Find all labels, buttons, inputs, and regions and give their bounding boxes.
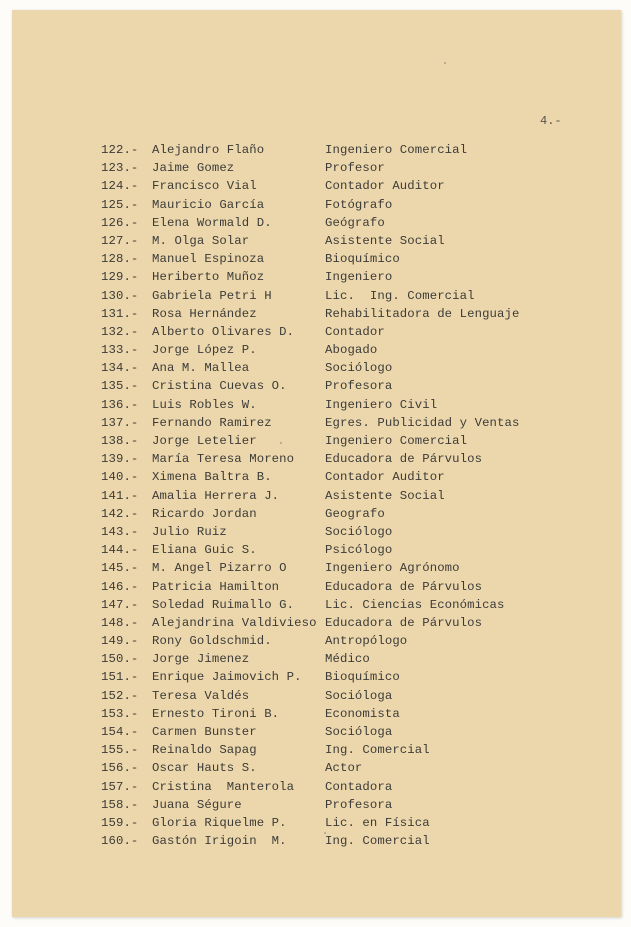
list-item	[12, 341, 621, 359]
person-name: Gabriela Petri H	[152, 288, 272, 303]
profession: Ingeniero Comercial	[325, 143, 468, 157]
list-item	[12, 323, 621, 341]
profession: Lic. en Física	[325, 815, 430, 830]
entry-number: 143.-	[101, 524, 139, 539]
profession: Educadora de Párvulos	[325, 615, 483, 630]
list-item	[12, 505, 621, 523]
profession: Educadora de Párvulos	[325, 452, 483, 467]
entry-number: 148.-	[101, 615, 139, 630]
profession: Egres. Publicidad y Ventas	[325, 415, 520, 430]
person-name: Cristina Manterola	[152, 779, 295, 794]
page-number: 4.-	[540, 114, 562, 128]
entry-number: 123.-	[101, 161, 139, 176]
profession: Ingeniero Civil	[325, 397, 438, 412]
person-name: Oscar Hauts S.	[152, 761, 257, 776]
list-item	[12, 578, 621, 596]
person-name: Teresa Valdés	[152, 688, 250, 703]
profession: Profesora	[325, 797, 393, 812]
profession: Abogado	[325, 343, 378, 358]
person-name: M. Olga Solar	[152, 233, 250, 248]
list-item	[12, 450, 621, 468]
entry-number: 144.-	[101, 543, 139, 558]
profession: Ingeniero Comercial	[325, 434, 468, 448]
person-name: Luis Robles W.	[152, 397, 257, 412]
list-item	[12, 632, 621, 650]
entry-number: 133.-	[101, 343, 139, 358]
entry-number: 130.-	[101, 288, 139, 303]
person-name: Amalia Herrera J.	[152, 488, 280, 503]
person-name: Jaime Gomez	[152, 161, 235, 176]
paper-speck	[324, 832, 326, 834]
entry-number: 158.-	[101, 797, 139, 812]
list-item	[12, 723, 621, 741]
entry-number: 150.-	[101, 652, 139, 667]
person-name: Jorge Jimenez	[152, 652, 250, 667]
list-item	[12, 523, 621, 541]
person-name: Ximena Baltra B.	[152, 470, 272, 485]
entry-number: 142.-	[101, 506, 139, 521]
entry-number: 131.-	[101, 306, 139, 321]
list-item	[12, 196, 621, 214]
person-name: Ernesto Tironi B.	[152, 706, 280, 721]
list-item	[12, 396, 621, 414]
list-item	[12, 668, 621, 686]
entry-number: 154.-	[101, 725, 139, 739]
list-item	[12, 741, 621, 759]
list-item	[12, 759, 621, 777]
entry-number: 138.-	[101, 434, 139, 448]
profession: Socióloga	[325, 688, 393, 703]
list-item	[12, 377, 621, 395]
profession: Ing. Comercial	[325, 743, 430, 758]
person-name: Cristina Cuevas O.	[152, 379, 287, 394]
entry-number: 127.-	[101, 233, 139, 248]
entry-number: 124.-	[101, 179, 139, 194]
profession: Profesor	[325, 161, 385, 176]
profession: Actor	[325, 761, 363, 776]
person-name: María Teresa Moreno	[152, 452, 295, 467]
person-name: Soledad Ruimallo G.	[152, 597, 295, 612]
person-name: M. Angel Pizarro O	[152, 561, 287, 576]
person-name: Heriberto Muñoz	[152, 270, 265, 285]
person-name: Mauricio García	[152, 197, 265, 212]
person-name: Julio Ruiz	[152, 524, 227, 539]
profession: Asistente Social	[325, 488, 445, 503]
profession: Contadora	[325, 779, 393, 794]
profession: Geógrafo	[325, 215, 385, 230]
person-name: Jorge Letelier	[152, 434, 257, 448]
profession: Antropólogo	[325, 634, 408, 649]
profession: Contador	[325, 324, 385, 339]
profession: Bioquímico	[325, 670, 400, 685]
entry-number: 141.-	[101, 488, 139, 503]
entry-number: 155.-	[101, 743, 139, 758]
list-item	[12, 250, 621, 268]
list-item	[12, 778, 621, 796]
profession: Médico	[325, 652, 370, 667]
entry-number: 134.-	[101, 361, 139, 376]
list-item	[12, 287, 621, 305]
entry-number: 146.-	[101, 579, 139, 594]
list-item	[12, 832, 621, 850]
list-item	[12, 359, 621, 377]
entry-number: 139.-	[101, 452, 139, 467]
person-name: Fernando Ramirez	[152, 415, 272, 430]
entry-number: 156.-	[101, 761, 139, 776]
list-item	[12, 141, 621, 159]
profession: Contador Auditor	[325, 470, 445, 485]
entry-number: 160.-	[101, 834, 139, 849]
list-item	[12, 487, 621, 505]
entry-number: 147.-	[101, 597, 139, 612]
list-item	[12, 705, 621, 723]
person-name: Jorge López P.	[152, 343, 257, 358]
entry-number: 125.-	[101, 197, 139, 212]
person-name: Ana M. Mallea	[152, 361, 250, 376]
list-item	[12, 614, 621, 632]
entry-number: 152.-	[101, 688, 139, 703]
profession: Bioquímico	[325, 252, 400, 267]
entry-number: 157.-	[101, 779, 139, 794]
entry-number: 153.-	[101, 706, 139, 721]
person-name: Juana Ségure	[152, 797, 242, 812]
profession: Ing. Comercial	[325, 834, 430, 849]
profession: Asistente Social	[325, 233, 445, 248]
person-name: Reinaldo Sapag	[152, 743, 257, 758]
person-name: Rosa Hernández	[152, 306, 257, 321]
person-name: Gloria Riquelme P.	[152, 815, 287, 830]
profession: Sociólogo	[325, 361, 393, 376]
entry-number: 151.-	[101, 670, 139, 685]
person-name: Enrique Jaimovich P.	[152, 670, 302, 685]
entry-number: 132.-	[101, 324, 139, 339]
profession: Contador Auditor	[325, 179, 445, 194]
list-item	[12, 468, 621, 486]
list-item	[12, 214, 621, 232]
person-name: Alberto Olivares D.	[152, 324, 295, 339]
list-item	[12, 305, 621, 323]
profession: Economista	[325, 706, 400, 721]
list-item	[12, 596, 621, 614]
person-name: Alejandro Flaño	[152, 143, 265, 157]
entry-list	[12, 141, 621, 850]
list-item	[12, 650, 621, 668]
profession: Educadora de Párvulos	[325, 579, 483, 594]
list-item	[12, 559, 621, 577]
profession: Fotógrafo	[325, 197, 393, 212]
entry-number: 137.-	[101, 415, 139, 430]
profession: Lic. Ciencias Económicas	[325, 597, 505, 612]
profession: Socióloga	[325, 725, 393, 739]
list-item	[12, 814, 621, 832]
document-page	[12, 10, 621, 917]
list-item	[12, 232, 621, 250]
paper-speck	[280, 442, 282, 444]
list-item	[12, 268, 621, 286]
entry-number: 140.-	[101, 470, 139, 485]
profession: Lic. Ing. Comercial	[325, 288, 475, 303]
profession: Geografo	[325, 506, 385, 521]
person-name: Gastón Irigoin M.	[152, 834, 287, 849]
person-name: Patricia Hamilton	[152, 579, 280, 594]
list-item	[12, 159, 621, 177]
profession: Rehabilitadora de Lenguaje	[325, 306, 520, 321]
profession: Ingeniero Agrónomo	[325, 561, 460, 576]
profession: Sociólogo	[325, 524, 393, 539]
person-name: Eliana Guic S.	[152, 543, 257, 558]
list-item	[12, 432, 621, 450]
entry-number: 136.-	[101, 397, 139, 412]
profession: Psicólogo	[325, 543, 393, 558]
entry-number: 145.-	[101, 561, 139, 576]
profession: Ingeniero	[325, 270, 393, 285]
entry-number: 159.-	[101, 815, 139, 830]
profession: Profesora	[325, 379, 393, 394]
entry-number: 135.-	[101, 379, 139, 394]
list-item	[12, 177, 621, 195]
list-item	[12, 796, 621, 814]
person-name: Francisco Vial	[152, 179, 257, 194]
entry-number: 128.-	[101, 252, 139, 267]
person-name: Alejandrina Valdivieso	[152, 615, 317, 630]
list-item	[12, 414, 621, 432]
person-name: Ricardo Jordan	[152, 506, 257, 521]
person-name: Elena Wormald D.	[152, 215, 272, 230]
entry-number: 126.-	[101, 215, 139, 230]
person-name: Rony Goldschmid.	[152, 634, 272, 649]
entry-number: 122.-	[101, 143, 139, 157]
person-name: Carmen Bunster	[152, 725, 257, 739]
entry-number: 149.-	[101, 634, 139, 649]
paper-speck	[444, 62, 446, 64]
entry-number: 129.-	[101, 270, 139, 285]
person-name: Manuel Espinoza	[152, 252, 265, 267]
list-item	[12, 541, 621, 559]
list-item	[12, 687, 621, 705]
